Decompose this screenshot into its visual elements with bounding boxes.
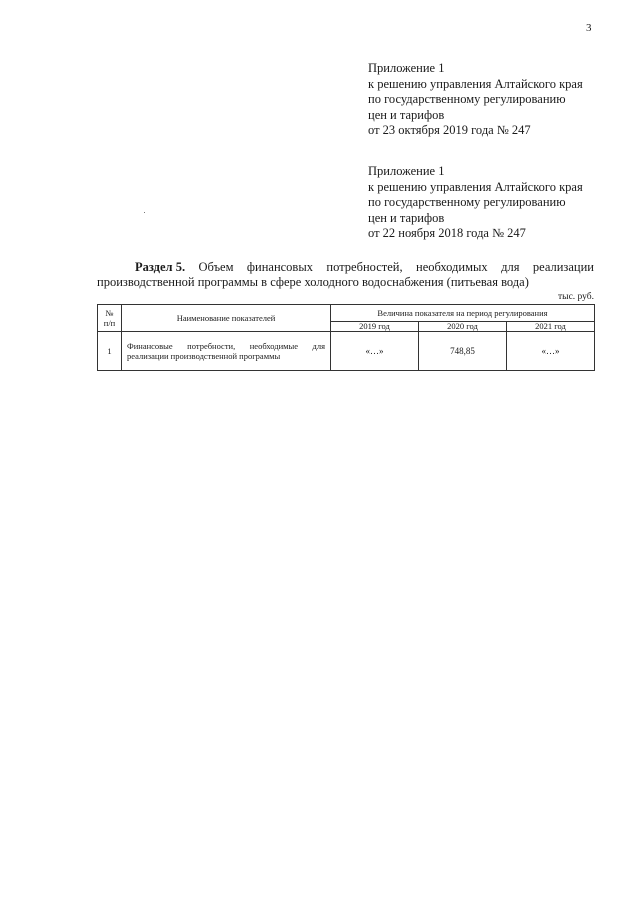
section-heading (97, 260, 594, 290)
heading-word: реализации (532, 260, 594, 274)
scan-speck (144, 212, 145, 213)
row-value: «…» (507, 332, 595, 371)
heading-word: финансовых (246, 260, 313, 274)
appendix-line: Приложение 1 (368, 164, 445, 178)
row-value: 748,85 (419, 332, 507, 371)
appendix-previous (368, 164, 628, 242)
header-name: Наименование показателей (122, 305, 331, 332)
appendix-line: по государственному регулированию (368, 92, 566, 107)
table-row (98, 332, 595, 371)
appendix-line: цен и тарифов (368, 210, 445, 225)
row-name: Финансовые потребности, необходимые для реализации производственной программы (122, 332, 331, 371)
header-year: 2021 год (507, 322, 595, 332)
header-year: 2020 год (419, 322, 507, 332)
header-year: 2019 год (331, 322, 419, 332)
header-period: Величина показателя на период регулирования (331, 305, 595, 322)
appendix-line: цен и тарифов (368, 107, 445, 122)
heading-word: необходимых (416, 260, 488, 274)
appendix-current (368, 61, 628, 139)
heading-word: для (501, 260, 520, 274)
appendix-line: по государственному регулированию (368, 195, 566, 210)
row-value: «…» (331, 332, 419, 371)
section-label: Раздел 5. (135, 260, 186, 274)
appendix-line: от 23 октября 2019 года № 247 (368, 123, 531, 138)
appendix-line: к решению управления Алтайского края (368, 179, 583, 194)
row-num: 1 (98, 332, 122, 371)
financial-needs-table (97, 304, 595, 371)
page-number: 3 (586, 22, 592, 34)
heading-word: Объем (198, 260, 234, 274)
section-heading-line1 (97, 260, 594, 275)
section-heading-line2: производственной программы в сфере холодного водоснабжения (питьевая вода) (97, 275, 529, 289)
appendix-line: Приложение 1 (368, 61, 445, 75)
units-label: тыс. руб. (558, 292, 594, 302)
heading-word: потребностей, (326, 260, 403, 274)
appendix-line: к решению управления Алтайского края (368, 76, 583, 91)
appendix-line: от 22 ноября 2018 года № 247 (368, 226, 526, 241)
header-num: № п/п (98, 305, 122, 332)
